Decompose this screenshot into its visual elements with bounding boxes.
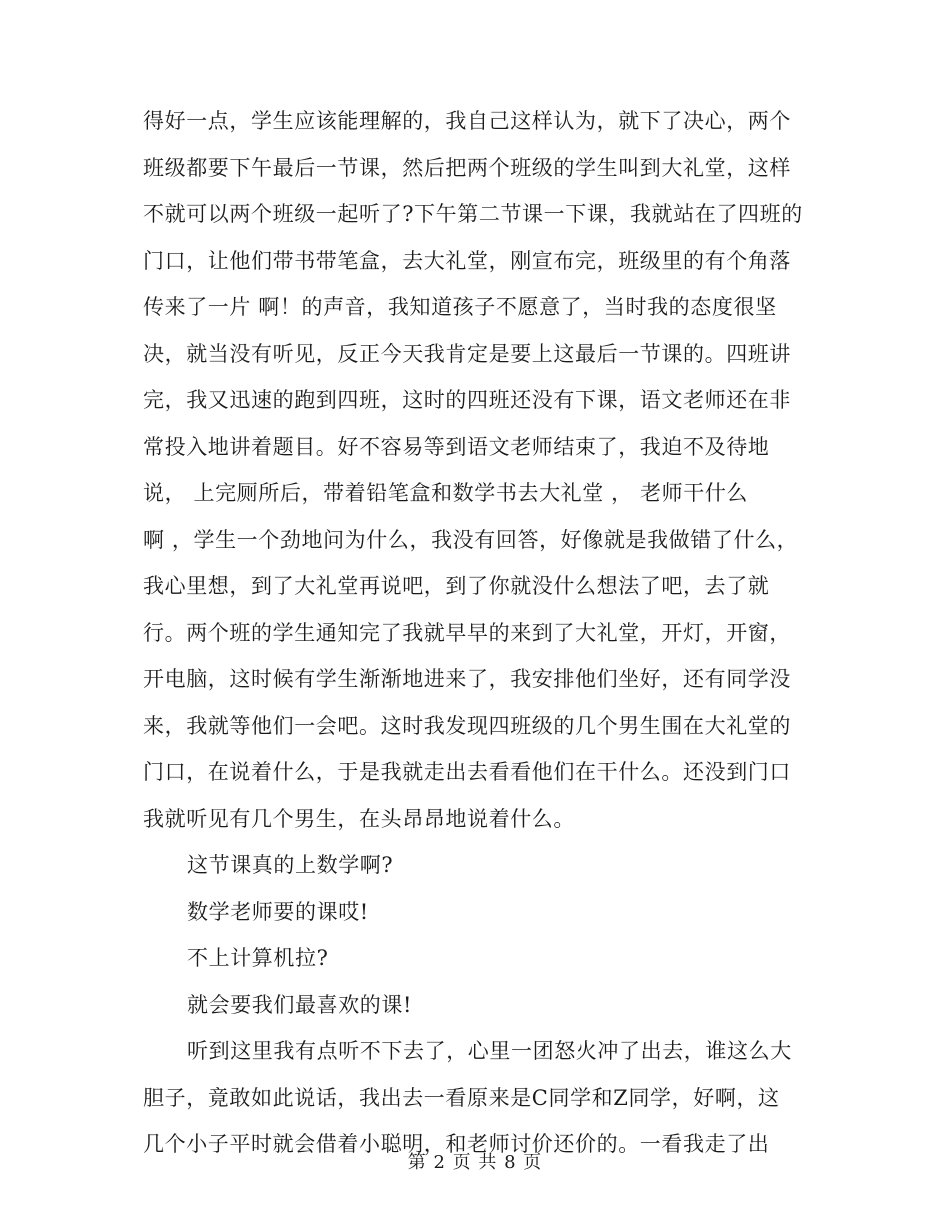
text-line: 完，我又迅速的跑到四班，这时的四班还没有下课，语文老师还在非 [143, 388, 791, 412]
dialogue-line: 不上计算机拉? [187, 946, 329, 970]
text-line: 几个小子平时就会借着小聪明，和老师讨价还价的。一看我走了出 [143, 1132, 770, 1156]
text-line: 传来了一片 啊！的声音，我知道孩子不愿意了，当时我的态度很坚 [143, 295, 777, 319]
dialogue-line: 数学老师要的课哎! [187, 899, 369, 924]
text-line: 来，我就等他们一会吧。这时我发现四班级的几个男生围在大礼堂的 [143, 713, 791, 738]
text-line: 得好一点，学生应该能理解的，我自己这样认为，就下了决心，两个 [143, 109, 791, 133]
text-line: 门口，在说着什么，于是我就走出去看看他们在干什么。还没到门口 [143, 760, 791, 784]
text-line: 班级都要下午最后一节课，然后把两个班级的学生叫到大礼堂，这样 [143, 155, 791, 180]
text-line: 说， 上完厕所后，带着铅笔盒和数学书去大礼堂 ， 老师干什么 [143, 481, 749, 505]
text-line: 不就可以两个班级一起听了?下午第二节课一下课，我就站在了四班的 [143, 202, 803, 226]
text-line: 常投入地讲着题目。好不容易等到语文老师结束了，我迫不及待地 [143, 434, 770, 459]
paragraph-start-line: 听到这里我有点听不下去了，心里一团怒火冲了出去，谁这么大 [187, 1039, 792, 1063]
text-line: 开电脑，这时候有学生渐渐地进来了，我安排他们坐好，还有同学没 [143, 667, 791, 691]
text-line: 决，就当没有听见，反正今天我肯定是要上这最后一节课的。四班讲 [143, 341, 791, 366]
text-line: 我心里想，到了大礼堂再说吧，到了你就没什么想法了吧，去了就 [143, 574, 770, 598]
body-text [143, 98, 813, 1168]
text-line: 门口，让他们带书带笔盒，去大礼堂，刚宣布完，班级里的有个角落 [143, 248, 791, 273]
page-number-footer: 第 2 页 共 8 页 [407, 1152, 543, 1173]
dialogue-line: 这节课真的上数学啊? [187, 853, 394, 877]
text-line: 我就听见有几个男生，在头昂昂地说着什么。 [143, 806, 575, 831]
dialogue-line: 就会要我们最喜欢的课! [187, 992, 413, 1017]
text-line: 胆子，竟敢如此说话，我出去一看原来是C同学和Z同学，好啊，这 [143, 1085, 780, 1110]
text-line: 行。两个班的学生通知完了我就早早的来到了大礼堂，开灯，开窗， [143, 620, 791, 645]
text-line: 啊 ，学生一个劲地问为什么，我没有回答，好像就是我做错了什么， [143, 527, 799, 552]
